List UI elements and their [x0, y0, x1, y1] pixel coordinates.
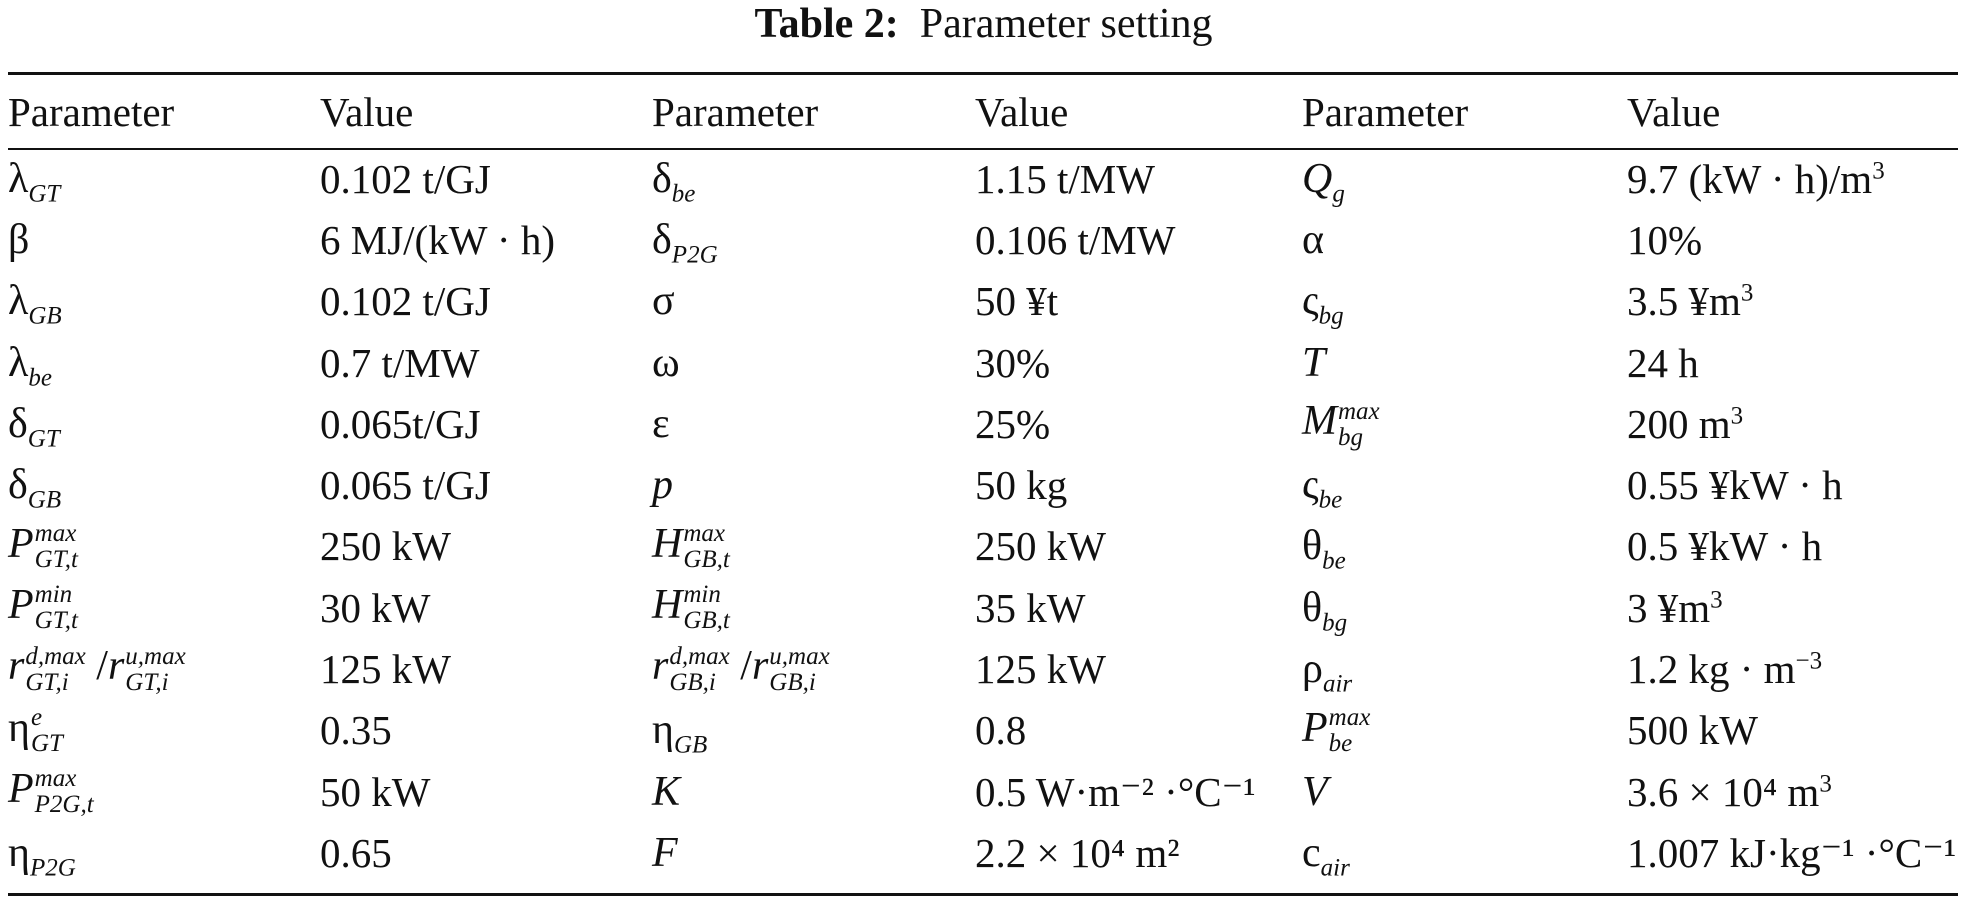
symbol-superscript: d,max — [25, 642, 86, 670]
value-cell: 35 kW — [975, 584, 1086, 631]
parameter-cell — [652, 638, 975, 699]
value-cell: 1.15 t/MW — [975, 155, 1155, 202]
symbol-scripts — [683, 582, 730, 634]
symbol-superscript: max — [1338, 397, 1380, 425]
symbol-base: ω — [652, 339, 680, 386]
value-cell — [1627, 271, 1958, 332]
symbol-superscript: max — [1328, 704, 1371, 731]
value-cell — [1627, 577, 1958, 638]
value-cell: 50 ¥t — [975, 278, 1059, 325]
symbol-scripts — [35, 521, 78, 573]
symbol-superscript: max — [683, 520, 725, 548]
table-row — [8, 577, 1958, 638]
parameter-cell — [1302, 822, 1627, 883]
symbol-base: P — [8, 765, 34, 812]
header-value-3: Value — [1627, 89, 1721, 135]
symbol-superscript: u,max — [125, 642, 186, 670]
symbol-superscript: min — [683, 581, 721, 609]
symbol-subscript: GB,t — [683, 546, 730, 574]
symbol-subscript: GT — [30, 730, 63, 757]
symbol-subscript: GB,i — [669, 668, 716, 696]
symbol-base: λ — [8, 278, 29, 325]
symbol-subscript: P2G,t — [34, 791, 94, 819]
parameter-cell — [1302, 577, 1627, 638]
value-cell: 30 kW — [320, 584, 431, 631]
value-cell — [1627, 700, 1958, 761]
symbol-scripts — [25, 644, 85, 696]
symbol-base: P — [8, 582, 34, 629]
symbol-superscript: d,max — [669, 642, 730, 670]
symbol-subscript: air — [1322, 670, 1353, 698]
symbol-scripts — [1338, 399, 1380, 451]
value-text: 500 kW — [1627, 707, 1758, 754]
value-cell: 6 MJ/(kW · h) — [320, 216, 555, 263]
symbol-scripts — [1329, 705, 1371, 757]
value-text: 3.6 × 10⁴ m — [1627, 768, 1820, 815]
symbol-base: r — [107, 643, 125, 690]
parameter-cell — [8, 148, 320, 209]
symbol-subscript: bg — [1322, 609, 1348, 637]
parameter-cell — [652, 822, 975, 883]
table-row — [8, 393, 1958, 454]
symbol-base: β — [8, 216, 30, 263]
symbol-separator: / — [729, 643, 752, 690]
parameter-cell — [8, 271, 320, 332]
symbol-scripts — [31, 705, 63, 757]
value-cell — [1627, 393, 1958, 454]
value-cell: 50 kg — [975, 462, 1068, 509]
parameter-cell — [8, 700, 320, 761]
value-cell — [1627, 209, 1958, 270]
symbol-scripts — [35, 766, 94, 818]
symbol-base: P — [1302, 704, 1328, 751]
parameter-cell — [652, 393, 975, 454]
parameter-cell — [652, 454, 975, 515]
parameter-cell — [8, 393, 320, 454]
symbol-scripts — [769, 644, 829, 696]
symbol-base: Q — [1302, 155, 1333, 202]
value-cell — [1627, 761, 1958, 822]
header-value-1: Value — [320, 89, 414, 135]
table-body — [8, 148, 1958, 884]
table-caption-label: Table 2: — [754, 1, 899, 47]
symbol-subscript: bg — [1338, 423, 1363, 451]
symbol-scripts — [125, 644, 185, 696]
symbol-superscript: u,max — [769, 642, 830, 670]
parameter-cell — [1302, 271, 1627, 332]
value-cell — [1627, 822, 1958, 883]
parameter-cell — [1302, 209, 1627, 270]
parameter-cell — [1302, 700, 1627, 761]
table-row — [8, 700, 1958, 761]
value-cell: 2.2 × 10⁴ m² — [975, 829, 1180, 876]
value-superscript: 3 — [1710, 586, 1723, 614]
value-superscript: 3 — [1730, 402, 1744, 430]
symbol-base: T — [1302, 339, 1326, 386]
bottom-rule — [8, 893, 1958, 896]
value-superscript: 3 — [1819, 769, 1832, 797]
table-row — [8, 516, 1958, 577]
symbol-base: θ — [1302, 584, 1323, 631]
value-text: 1.2 kg · m — [1627, 646, 1796, 693]
symbol-subscript: be — [1328, 730, 1353, 757]
parameter-cell — [652, 700, 975, 761]
symbol-base: P — [8, 520, 34, 567]
symbol-base: H — [652, 520, 683, 567]
parameter-cell — [652, 271, 975, 332]
symbol-subscript: GT,t — [34, 607, 78, 635]
symbol-superscript: max — [34, 520, 77, 548]
table-row — [8, 822, 1958, 883]
symbol-base: F — [652, 829, 678, 876]
parameter-table — [8, 76, 1958, 884]
parameter-cell — [8, 638, 320, 699]
value-cell: 0.7 t/MW — [320, 339, 480, 386]
symbol-base: r — [8, 643, 25, 690]
symbol-subscript: g — [1332, 180, 1345, 208]
symbol-base: ε — [652, 400, 670, 447]
symbol-subscript: GT,i — [25, 668, 69, 696]
symbol-subscript: bg — [1318, 302, 1344, 330]
symbol-base: r — [751, 643, 769, 690]
table-row — [8, 638, 1958, 699]
parameter-cell — [8, 516, 320, 577]
symbol-subscript: GB — [28, 302, 62, 330]
table-row — [8, 761, 1958, 822]
value-text: 0.5 ¥kW · h — [1627, 523, 1823, 570]
symbol-base: K — [652, 768, 681, 815]
symbol-base: p — [652, 462, 673, 509]
symbol-base: λ — [8, 155, 29, 202]
symbol-base: ς — [1302, 462, 1319, 509]
value-cell — [1627, 516, 1958, 577]
parameter-cell — [652, 148, 975, 209]
symbol-base: r — [652, 643, 669, 690]
parameter-cell — [8, 454, 320, 515]
table-row — [8, 332, 1958, 393]
symbol-subscript: GB — [673, 731, 708, 759]
symbol-base: η — [8, 704, 30, 751]
value-cell: 0.5 W·m⁻² ·°C⁻¹ — [975, 768, 1256, 815]
symbol-subscript: GT — [27, 425, 60, 453]
parameter-cell — [8, 332, 320, 393]
header-parameter-3: Parameter — [1302, 89, 1469, 135]
parameter-cell — [8, 822, 320, 883]
parameter-cell — [1302, 393, 1627, 454]
value-cell — [1627, 148, 1958, 209]
symbol-base: λ — [8, 339, 29, 386]
symbol-subscript: P2G — [671, 241, 718, 269]
symbol-superscript: min — [34, 581, 73, 609]
parameter-cell — [8, 209, 320, 270]
parameter-cell — [8, 577, 320, 638]
header-parameter-2: Parameter — [652, 89, 819, 135]
symbol-subscript: GB,i — [769, 668, 816, 696]
symbol-scripts — [683, 521, 730, 573]
value-cell: 0.102 t/GJ — [320, 155, 491, 202]
parameter-cell — [1302, 148, 1627, 209]
value-cell: 0.102 t/GJ — [320, 278, 491, 325]
symbol-base: δ — [652, 216, 672, 263]
value-text: 9.7 (kW · h)/m — [1627, 155, 1873, 202]
value-cell: 30% — [975, 339, 1051, 386]
symbol-base: δ — [8, 400, 28, 447]
symbol-base: V — [1302, 768, 1328, 815]
value-cell: 0.65 — [320, 829, 392, 876]
header-value-2: Value — [975, 89, 1069, 135]
value-cell: 0.35 — [320, 707, 392, 754]
table-caption-text: Parameter setting — [919, 1, 1213, 47]
value-text: 1.007 kJ·kg⁻¹ ·°C⁻¹ — [1627, 829, 1957, 876]
value-text: 200 m — [1627, 400, 1731, 447]
value-text: 3.5 ¥m — [1627, 278, 1741, 325]
symbol-base: θ — [1302, 523, 1323, 570]
parameter-cell — [1302, 761, 1627, 822]
symbol-subscript: be — [671, 180, 696, 208]
value-superscript: 3 — [1740, 279, 1754, 307]
table-row — [8, 454, 1958, 515]
value-superscript: 3 — [1872, 156, 1885, 184]
table-row — [8, 271, 1958, 332]
value-cell: 125 kW — [975, 646, 1106, 693]
symbol-base: ς — [1302, 278, 1319, 325]
value-cell: 0.106 t/MW — [975, 216, 1176, 263]
parameter-cell — [652, 516, 975, 577]
symbol-superscript: max — [34, 765, 77, 793]
symbol-base: α — [1302, 216, 1325, 263]
value-cell: 0.8 — [975, 707, 1027, 754]
value-text: 3 ¥m — [1627, 584, 1711, 631]
symbol-base: ρ — [1302, 646, 1323, 693]
symbol-subscript: GT,i — [125, 668, 169, 696]
symbol-subscript: GB — [27, 486, 62, 514]
symbol-separator: / — [85, 643, 108, 690]
symbol-subscript: P2G — [29, 854, 76, 882]
table-caption — [0, 0, 1967, 55]
symbol-base: M — [1302, 398, 1337, 445]
symbol-scripts — [669, 644, 729, 696]
symbol-base: c — [1302, 829, 1321, 876]
parameter-cell — [1302, 516, 1627, 577]
symbol-base: H — [652, 582, 683, 629]
header-row — [8, 76, 1958, 148]
parameter-cell — [652, 577, 975, 638]
symbol-base: δ — [652, 155, 672, 202]
top-rule — [8, 72, 1958, 75]
value-superscript: −3 — [1795, 647, 1823, 675]
symbol-subscript: GT — [28, 180, 61, 208]
table-row — [8, 148, 1958, 209]
value-cell: 0.065t/GJ — [320, 400, 481, 447]
value-cell: 25% — [975, 400, 1051, 447]
value-cell — [1627, 332, 1958, 393]
parameter-cell — [1302, 454, 1627, 515]
value-cell: 250 kW — [975, 523, 1106, 570]
value-cell: 250 kW — [320, 523, 451, 570]
value-text: 24 h — [1627, 339, 1699, 386]
value-cell: 50 kW — [320, 768, 431, 815]
parameter-cell — [1302, 638, 1627, 699]
value-text: 0.55 ¥kW · h — [1627, 462, 1843, 509]
value-cell — [1627, 454, 1958, 515]
symbol-subscript: be — [28, 363, 52, 391]
header-parameter-1: Parameter — [8, 89, 175, 135]
symbol-subscript: GT,t — [34, 546, 78, 574]
parameter-cell — [8, 761, 320, 822]
symbol-base: δ — [8, 462, 28, 509]
symbol-superscript: e — [30, 704, 43, 731]
parameter-cell — [1302, 332, 1627, 393]
symbol-subscript: be — [1318, 486, 1343, 514]
parameter-cell — [652, 209, 975, 270]
value-cell: 0.065 t/GJ — [320, 462, 491, 509]
value-cell: 125 kW — [320, 646, 451, 693]
table-row — [8, 209, 1958, 270]
parameter-cell — [652, 761, 975, 822]
symbol-base: η — [652, 707, 674, 754]
symbol-base: η — [8, 829, 30, 876]
symbol-subscript: air — [1320, 854, 1350, 882]
symbol-scripts — [35, 582, 78, 634]
symbol-base: σ — [652, 278, 675, 325]
symbol-subscript: be — [1322, 547, 1346, 575]
value-text: 10% — [1627, 216, 1703, 263]
value-cell — [1627, 638, 1958, 699]
parameter-cell — [652, 332, 975, 393]
symbol-subscript: GB,t — [683, 607, 730, 635]
